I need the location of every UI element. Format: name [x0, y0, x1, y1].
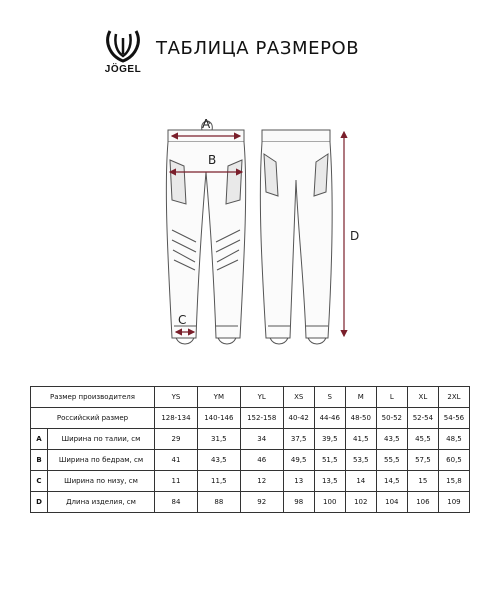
row-label: Длина изделия, см	[48, 492, 155, 513]
maker-size-cell: S	[314, 387, 345, 408]
table-cell: 15	[407, 471, 438, 492]
table-row	[31, 450, 470, 471]
maker-size-cell: M	[345, 387, 376, 408]
table-cell: 98	[283, 492, 314, 513]
table-cell: 11	[155, 471, 198, 492]
table-row	[31, 408, 470, 429]
table-cell: 106	[407, 492, 438, 513]
table-cell: 31,5	[197, 429, 240, 450]
brand-wordmark: JÖGEL	[104, 64, 142, 75]
table-cell: 13,5	[314, 471, 345, 492]
row-letter: D	[31, 492, 48, 513]
table-cell: 88	[197, 492, 240, 513]
table-cell: 37,5	[283, 429, 314, 450]
size-table	[30, 386, 470, 513]
row-letter: C	[31, 471, 48, 492]
table-cell: 43,5	[197, 450, 240, 471]
table-cell: 57,5	[407, 450, 438, 471]
table-cell: 49,5	[283, 450, 314, 471]
table-cell: 34	[240, 429, 283, 450]
table-cell: 12	[240, 471, 283, 492]
row-label: Ширина по талии, см	[48, 429, 155, 450]
table-cell: 15,8	[438, 471, 469, 492]
maker-size-cell: YS	[155, 387, 198, 408]
ru-size-cell: 40-42	[283, 408, 314, 429]
dimension-c-label: C	[178, 313, 187, 327]
table-cell: 60,5	[438, 450, 469, 471]
row-label: Ширина по бедрам, см	[48, 450, 155, 471]
maker-size-cell: YM	[197, 387, 240, 408]
row-letter: A	[31, 429, 48, 450]
dimension-d-label: D	[350, 229, 360, 243]
table-cell: 109	[438, 492, 469, 513]
table-cell: 41	[155, 450, 198, 471]
brand-logo	[96, 28, 150, 82]
row-letter: B	[31, 450, 48, 471]
ru-size-cell: 50-52	[376, 408, 407, 429]
ru-size-cell: 140-146	[197, 408, 240, 429]
table-row	[31, 387, 470, 408]
table-cell: 48,5	[438, 429, 469, 450]
table-header-label: Российский размер	[31, 408, 155, 429]
table-cell: 51,5	[314, 450, 345, 471]
table-cell: 14,5	[376, 471, 407, 492]
ru-size-cell: 54-56	[438, 408, 469, 429]
table-cell: 92	[240, 492, 283, 513]
maker-size-cell: 2XL	[438, 387, 469, 408]
table-row	[31, 492, 470, 513]
table-cell: 39,5	[314, 429, 345, 450]
table-cell: 102	[345, 492, 376, 513]
table-cell: 13	[283, 471, 314, 492]
table-cell: 55,5	[376, 450, 407, 471]
table-cell: 11,5	[197, 471, 240, 492]
table-row	[31, 429, 470, 450]
ru-size-cell: 48-50	[345, 408, 376, 429]
maker-size-cell: L	[376, 387, 407, 408]
table-cell: 41,5	[345, 429, 376, 450]
table-cell: 84	[155, 492, 198, 513]
table-cell: 104	[376, 492, 407, 513]
table-row	[31, 471, 470, 492]
logo-mark-icon	[96, 28, 150, 64]
ru-size-cell: 52-54	[407, 408, 438, 429]
table-cell: 46	[240, 450, 283, 471]
maker-size-cell: YL	[240, 387, 283, 408]
maker-size-cell: XL	[407, 387, 438, 408]
ru-size-cell: 152-158	[240, 408, 283, 429]
row-label: Ширина по низу, см	[48, 471, 155, 492]
pants-side-view	[260, 130, 332, 344]
pants-front-view	[166, 121, 245, 344]
table-cell: 29	[155, 429, 198, 450]
table-cell: 45,5	[407, 429, 438, 450]
ru-size-cell: 128-134	[155, 408, 198, 429]
ru-size-cell: 44-46	[314, 408, 345, 429]
dimension-a-label: A	[202, 117, 211, 131]
page-title: ТАБЛИЦА РАЗМЕРОВ	[156, 38, 360, 59]
pants-diagram	[0, 100, 499, 370]
maker-size-cell: XS	[283, 387, 314, 408]
table-cell: 100	[314, 492, 345, 513]
table-header-label: Размер производителя	[31, 387, 155, 408]
dimension-b-label: B	[208, 153, 217, 167]
table-cell: 14	[345, 471, 376, 492]
table-cell: 43,5	[376, 429, 407, 450]
table-cell: 53,5	[345, 450, 376, 471]
